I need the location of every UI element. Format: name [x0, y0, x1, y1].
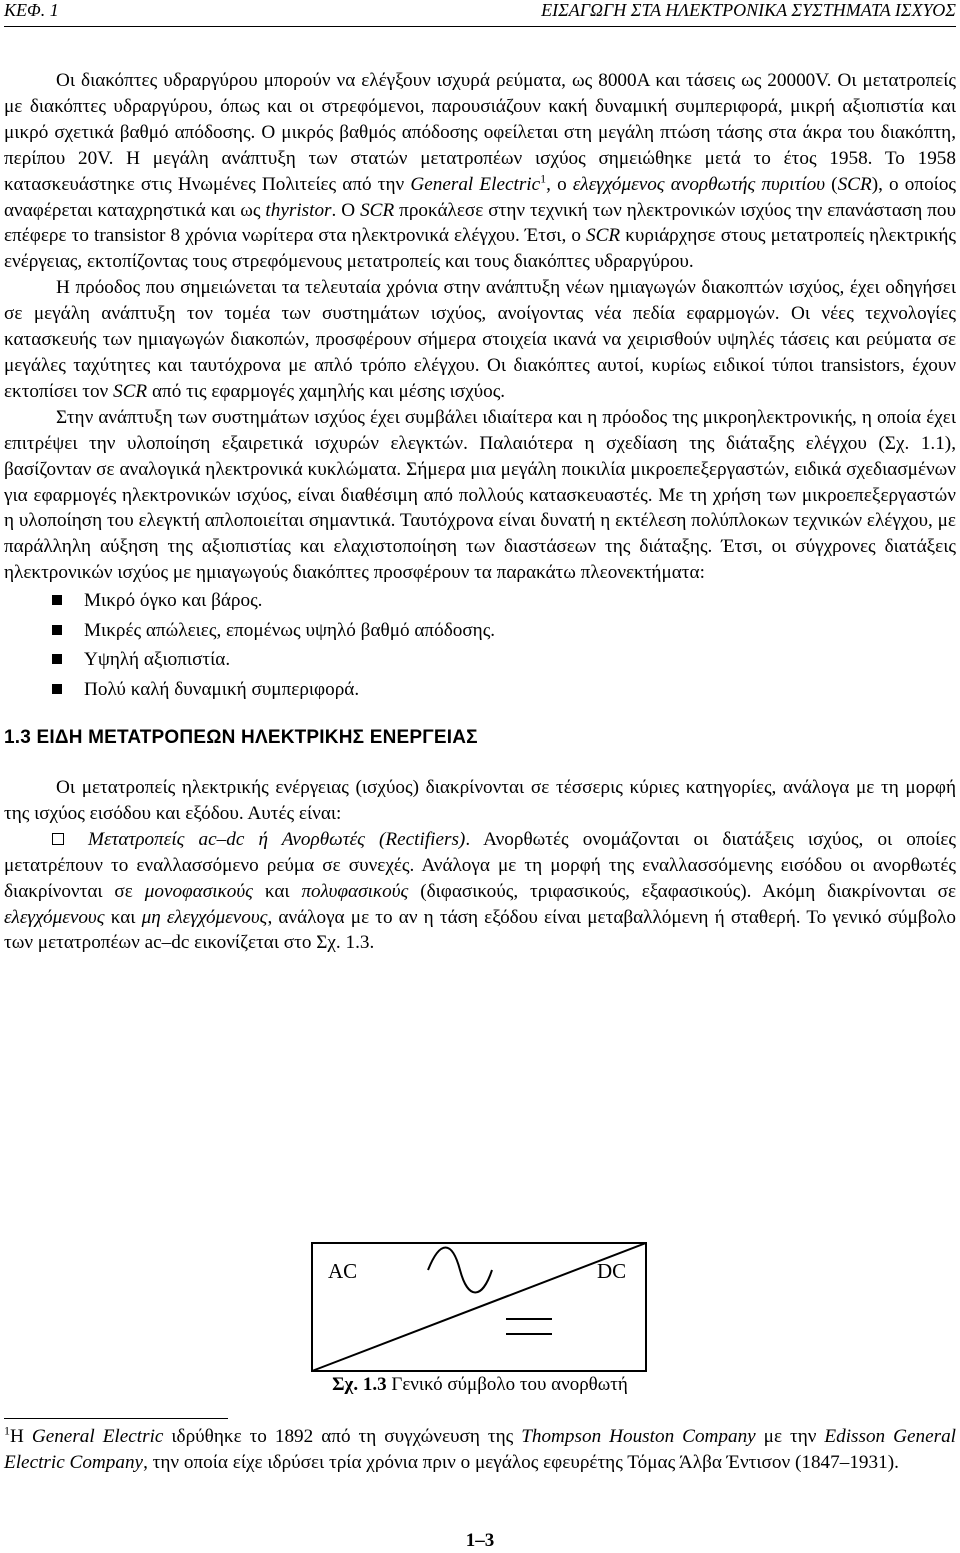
main-text [4, 68, 956, 956]
list-item: Μικρές απώλειες, επομένως υψηλό βαθμό απόδοσης. [4, 616, 956, 646]
square-bullet-icon [52, 625, 62, 635]
book-title: ΕΙΣΑΓΩΓΗ ΣΤΑ ΗΛΕΚΤΡΟΝΙΚΑ ΣΥΣΤΗΜΑΤΑ ΙΣΧΥΟΣ [541, 0, 956, 20]
running-header [4, 0, 956, 27]
paragraph-converter-categories: Οι μετατροπείς ηλεκτρικής ενέργειας (ισχύος) διακρίνονται σε τέσσερις κύριες κατηγορίες, ανάλογα με τη μορφή της ισχύος εισόδου και εξόδου. Αυτές είναι: [4, 777, 956, 824]
list-item: Πολύ καλή δυναμική συμπεριφορά. [4, 675, 956, 705]
footnote: $^1$Η General Electric ιδρύθηκε το 1892 από τη συγχώνευση της Thompson Houston Company με την Edisson General Electric Company, την οποία είχε ιδρύσει τρία χρόνια πριν ο μεγάλος εφευρέτης Τόμας Άλβα Έντισον (1847–1931). [4, 1423, 956, 1473]
section-heading: 1.3 ΕΙΔΗ ΜΕΤΑΤΡΟΠΕΩΝ ΗΛΕΚΤΡΙΚΗΣ ΕΝΕΡΓΕΙΑΣ [4, 727, 478, 749]
page-number: 1–3 [465, 1530, 495, 1551]
category-item-rectifiers: Μετατροπείς ac–dc ή Ανορθωτές (Rectifiers). Ανορθωτές ονομάζονται οι διατάξεις ισχύος, οι οποίες μετατρέπουν το εναλλασσόμενο ρεύμα σε συνεχές. Ανάλογα με τη μορφή της εναλλασσόμενης εισόδου οι ανορθωτές διακρίνονται σε μονοφασικούς και πολυφασικούς (διφασικούς, τριφασικούς, εξαφασικούς). Ακόμη διακρίνονται σε ελεγχόμενους και μη ελεγχόμενους, ανάλογα με το αν η τάση εξόδου είναι μεταβαλλόμενη ή σταθερή. Το γενικό σύμβολο των μετατροπέων ac–dc εικονίζεται στο Σχ. 1.3. [4, 828, 957, 954]
advantages-list [4, 586, 956, 704]
dc-label: DC [597, 1259, 627, 1283]
paragraph-microelectronics: Στην ανάπτυξη των συστημάτων ισχύος έχει συμβάλει ιδιαίτερα και η πρόοδος της μικροηλεκτρονικής, η οποία έχει επιτρέψει την υλοποίηση εξαιρετικά ισχυρών ελεγκτών. Παλαιότερα η σχεδίαση της διάταξης ελέγχου (Σχ. 1.1), βασίζονταν σε αναλογικά ηλεκτρονικά κυκλώματα. Σήμερα μια μεγάλη ποικιλία μικροεπεξεργαστών, ειδικά σχεδιασμένων για εφαρμογές ηλεκτρονικών ισχύος, είναι διαθέσιμη από πολλούς κατασκευαστές. Με τη χρήση των μικροεπεξεργαστών η υλοποίηση του ελεγκτή απλοποιείται σημαντικά. Ταυτόχρονα είναι δυνατή η εκτέλεση πολύπλοκων τεχνικών ελέγχου, με παράλληλη αύξηση της αξιοπιστίας και ελαχιστοποίηση των διαστάσεων της διάταξης. Έτσι, οι σύγχρονες διατάξεις ηλεκτρονικών ισχύος με ημιαγωγούς διακόπτες προσφέρουν τα παρακάτω πλεονεκτήματα: [4, 406, 956, 584]
square-bullet-icon [52, 595, 62, 605]
list-item: Μικρό όγκο και βάρος. [4, 586, 956, 616]
symbol-diagonal [312, 1243, 646, 1371]
footnote-ref[interactable]: 1 [540, 171, 547, 186]
paragraph-semiconductor-progress: Η πρόοδος που σημειώνεται τα τελευταία χρόνια στην ανάπτυξη νέων ημιαγωγών διακοπτών ισχύος, έχει οδηγήσει σε μεγάλη ανάπτυξη τον τομέα των συστημάτων ισχύος, ανοίγοντας νέα πεδία εφαρμογών. Οι νέες τεχνολογίες κατασκευής των ημιαγωγών διακοπών, προσφέρουν σήμερα στοιχεία ικανά να χειρισθούν υψηλές τάσεις και ρεύματα σε μεγάλες ταχύτητες και ταυτόχρονα με απλό τρόπο ελέγχου. Οι διακόπτες αυτοί, κυρίως ειδικοί τύποι transistors, έχουν εκτοπίσει τον SCR από τις εφαρμογές χαμηλής και μέσης ισχύος. [4, 277, 956, 402]
figure-caption: Σχ. 1.3 Γενικό σύμβολο του ανορθωτή [332, 1374, 628, 1395]
sine-wave-icon [428, 1248, 492, 1293]
footnote-divider [4, 1418, 228, 1419]
chapter-label: ΚΕΦ. 1 [4, 0, 59, 20]
list-item: Υψηλή αξιοπιστία. [4, 645, 956, 675]
checkbox-bullet-icon [52, 833, 64, 845]
square-bullet-icon [52, 684, 62, 694]
ac-label: AC [328, 1259, 358, 1283]
paragraph-mercury-switches: Οι διακόπτες υδραργύρου μπορούν να ελέγξουν ισχυρά ρεύματα, ως 8000Α και τάσεις ως 20000V. Οι μετατροπείς με διακόπτες υδραργύρου, όπως και οι στρεφόμενοι, παρουσιάζουν κακή δυναμική συμπεριφορά, μικρή αξιοπιστία και μικρό σχετικά βαθμό απόδοσης. Ο μικρός βαθμός απόδοσης οφείλεται στη μεγάλη πτώση τάσης στα άκρα του διακόπτη, περίπου 20V. Η μεγάλη ανάπτυξη των στατών μετατροπέων ισχύος σημειώθηκε μετά το έτος 1958. Το 1958 κατασκευάστηκε στις Ηνωμένες Πολιτείες από την General Electric$^1$, ο ελεγχόμενος ανορθωτής πυριτίου (SCR), ο οποίος αναφέρεται καταχρηστικά και ως thyristor. Ο SCR προκάλεσε στην τεχνική των ηλεκτρονικών ισχύος την επανάσταση που επέφερε το transistor 8 χρόνια νωρίτερα στα ηλεκτρονικά ελέγχου. Έτσι, ο SCR κυριάρχησε στους μετατροπείς ηλεκτρικής ενέργειας, εκτοπίζοντας τους στρεφόμενους μετατροπείς και τους διακόπτες υδραργύρου. [4, 70, 957, 273]
square-bullet-icon [52, 654, 62, 664]
